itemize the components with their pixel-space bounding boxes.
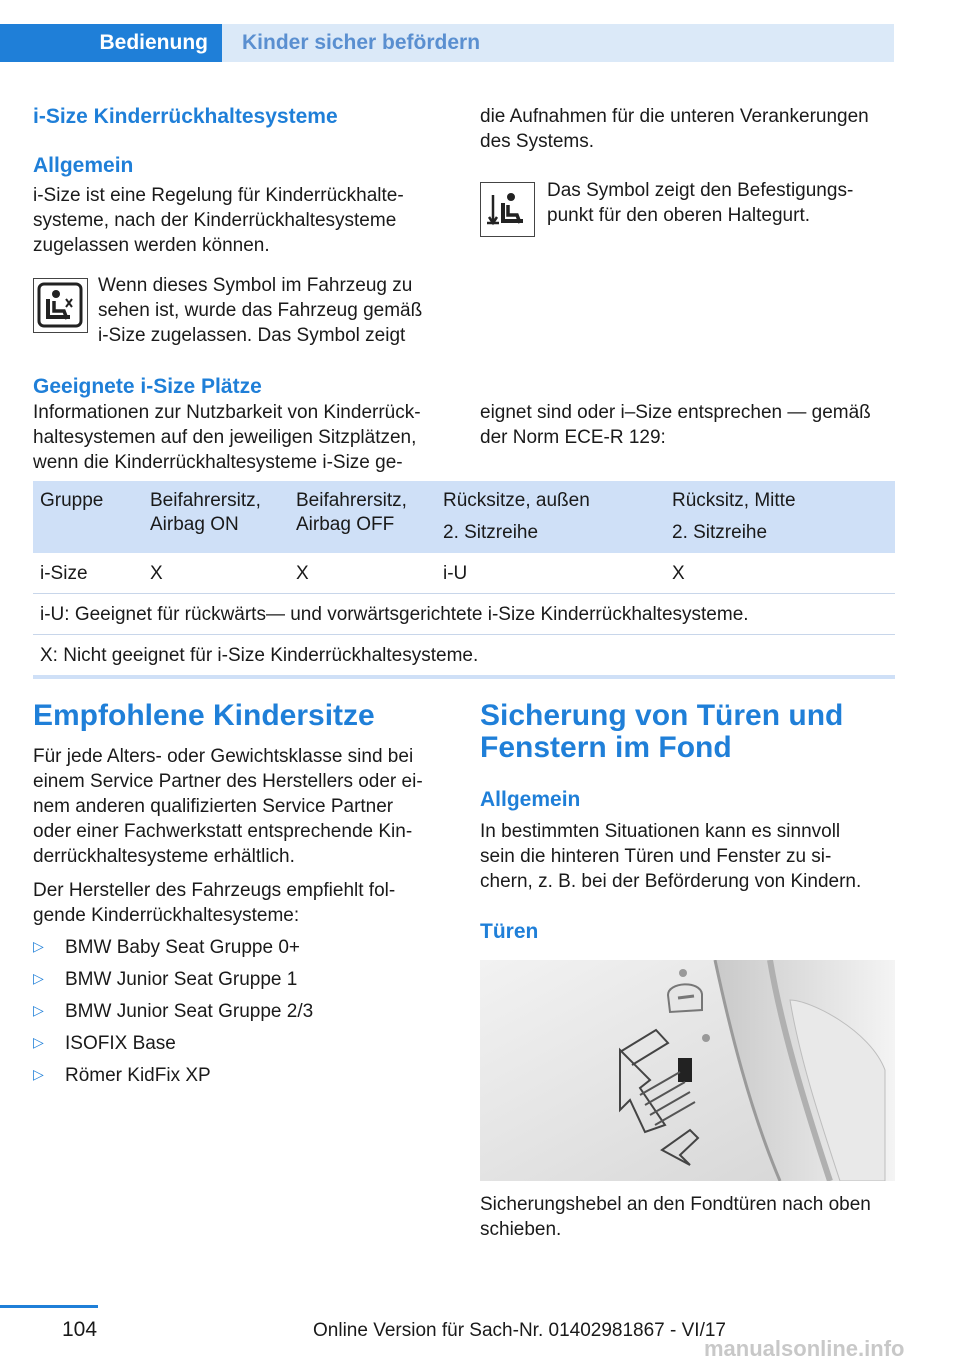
section-title-isize: i-Size Kinderrückhaltesysteme <box>33 105 338 128</box>
table-header-cell: Gruppe <box>40 490 104 511</box>
table-note: X: Nicht geeignet für i-Size Kinderrückhaltesysteme. <box>40 645 479 666</box>
triangle-bullet-icon: ▷ <box>33 938 44 954</box>
triangle-bullet-icon: ▷ <box>33 970 44 986</box>
triangle-bullet-icon: ▷ <box>33 1034 44 1050</box>
list-item: ▷ ISOFIX Base <box>33 1033 176 1054</box>
online-version-note: Online Version für Sach-Nr. 01402981867 - VI/17 <box>313 1320 726 1341</box>
triangle-bullet-icon: ▷ <box>33 1066 44 1082</box>
plaetze-paragraph-right: eignet sind oder i–Size entsprechen — gemäß der Norm ECE-R 129: <box>480 402 871 448</box>
empfohlen-paragraph-2: Der Hersteller des Fahrzeugs empfiehlt fol‐ gende Kinderrückhaltesysteme: <box>33 880 396 926</box>
table-header-cell: Rücksitze, außen 2. Sitzreihe <box>443 490 590 543</box>
isize-table <box>33 481 895 679</box>
isize-paragraph: i-Size ist eine Regelung für Kinderrückhalte‐ systeme, nach der Kinderrückhaltesysteme zugelassen werden können. <box>33 185 404 256</box>
door-lock-illustration <box>480 960 895 1181</box>
table-row <box>33 553 895 594</box>
table-cell: X <box>672 563 685 584</box>
table-header <box>33 481 895 553</box>
triangle-bullet-icon: ▷ <box>33 1002 44 1018</box>
section-title-sicherung: Sicherung von Türen und Fenstern im Fond <box>480 699 844 764</box>
table-note: i-U: Geeignet für rückwärts— und vorwärtsgerichtete i-Size Kinderrückhaltesysteme. <box>40 604 749 625</box>
plaetze-paragraph-left: Informationen zur Nutzbarkeit von Kinderrück‐ haltesystemen auf den jeweiligen Sitzplätzen, wenn die Kinderrückhaltesysteme i-Size ge‐ <box>33 402 421 473</box>
tether-anchor-icon <box>480 182 535 237</box>
table-note-row <box>33 635 895 679</box>
isize-right-paragraph: die Aufnahmen für die unteren Verankerungen des Systems. <box>480 106 869 152</box>
subheading-allgemein-2: Allgemein <box>480 788 581 811</box>
door-caption: Sicherungshebel an den Fondtüren nach oben schieben. <box>480 1194 871 1240</box>
table-header-cell: Beifahrersitz, Airbag OFF <box>296 490 407 535</box>
table-note-row <box>33 594 895 635</box>
tab-kinder-sicher[interactable]: Kinder sicher befördern <box>222 24 894 62</box>
table-cell: X <box>150 563 163 584</box>
page-number: 104 <box>62 1318 98 1341</box>
sicherung-paragraph: In bestimmten Situationen kann es sinnvoll sein die hinteren Türen und Fenster zu si‐ chern, z. B. bei der Beförderung von Kindern. <box>480 821 862 892</box>
tether-symbol-text: Das Symbol zeigt den Befestigungs‐ punkt für den oberen Haltegurt. <box>547 180 854 226</box>
isize-seat-icon <box>33 278 88 333</box>
list-item: ▷ BMW Junior Seat Gruppe 1 <box>33 969 298 990</box>
page-number-rule <box>0 1305 98 1308</box>
kindersitze-list <box>33 935 463 1095</box>
isize-symbol-text: Wenn dieses Symbol im Fahrzeug zu sehen ist, wurde das Fahrzeug gemäß i-Size zugelassen. Das Symbol zeigt <box>98 275 423 346</box>
table-cell: X <box>296 563 309 584</box>
table-cell: i-Size <box>40 563 88 584</box>
watermark: manualsonline.info <box>704 1336 905 1361</box>
list-item: ▷ Römer KidFix XP <box>33 1065 211 1086</box>
list-item: ▷ BMW Junior Seat Gruppe 2/3 <box>33 1001 314 1022</box>
empfohlen-paragraph: Für jede Alters- oder Gewichtsklasse sind bei einem Service Partner des Herstellers oder ei‐ nem anderen qualifizierten Service Partner oder einer Fachwerkstatt entsprechende Kin‐ derrückhaltesysteme erhältlich. <box>33 746 423 867</box>
list-item: ▷ BMW Baby Seat Gruppe 0+ <box>33 937 300 958</box>
subheading-geeignete-plaetze: Geeignete i-Size Plätze <box>33 375 262 398</box>
subheading-tueren: Türen <box>480 920 539 943</box>
table-header-cell: Beifahrersitz, Airbag ON <box>150 490 261 535</box>
subheading-allgemein: Allgemein <box>33 154 134 177</box>
section-title-empfohlene: Empfohlene Kindersitze <box>33 699 375 732</box>
table-header-cell: Rücksitz, Mitte 2. Sitzreihe <box>672 490 796 543</box>
table-cell: i-U <box>443 563 468 584</box>
tab-bedienung[interactable]: Bedienung <box>0 24 222 62</box>
